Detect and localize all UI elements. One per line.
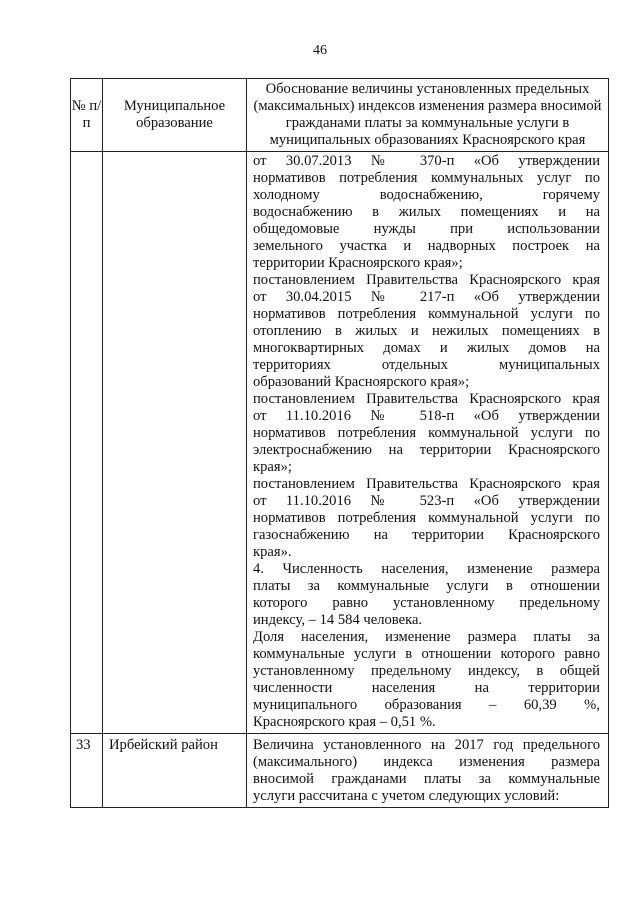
text-line: территории Красноярского края»; [253, 255, 463, 271]
text-line: Красноярского края – 0,51 %. [253, 714, 436, 730]
table-row [71, 734, 609, 808]
page-number: 46 [313, 43, 327, 58]
text-line: нормативов потребления коммунальной услуги по [253, 306, 600, 322]
text-line: постановлением Правительства Красноярского края [253, 272, 600, 288]
text-line: Величина установленного на 2017 год предельного [253, 737, 600, 753]
text-line: от 11.10.2016 № 523-п «Об утверждении [253, 493, 600, 509]
text-line: от 30.04.2015 № 217-п «Об утверждении [253, 289, 600, 305]
text-line: (максимального) индекса изменения размера [253, 754, 600, 770]
text-line: численности населения на территории [253, 680, 600, 696]
text-line: установленному предельному индексу, в общей [253, 663, 600, 679]
text-line: от 30.07.2013 № 370-п «Об утверждении [253, 153, 600, 169]
text-line: услуги рассчитана с учетом следующих условий: [253, 788, 560, 804]
text-line: отоплению в жилых и нежилых помещениях в [253, 323, 600, 339]
text-line: многоквартирных домах и жилых домов на [253, 340, 600, 356]
text-line: нормативов потребления коммунальной услуги по [253, 510, 600, 526]
text-line: водоснабжению в жилых помещениях и на [253, 204, 600, 220]
text-line: холодному водоснабжению, горячему [253, 187, 600, 203]
text-line: нормативов потребления коммунальных услуг по [253, 170, 600, 186]
row-number: 33 [71, 734, 103, 808]
text-line: от 11.10.2016 № 518-п «Об утверждении [253, 408, 600, 424]
text-line: коммунальные услуги в отношении которого равно [253, 646, 600, 662]
text-line: вносимой гражданами платы за коммунальные [253, 771, 600, 787]
tariff-justification-table [70, 78, 609, 808]
table-row [71, 152, 609, 734]
text-line: края»; [253, 459, 292, 475]
header-number: № п/п [71, 79, 103, 152]
text-line: электроснабжению на территории Красноярского [253, 442, 600, 458]
text-line: нормативов потребления коммунальной услуги по [253, 425, 600, 441]
header-municipality: Муниципальное образование [103, 79, 247, 152]
header-justification: Обоснование величины установленных предельных (максимальных) индексов изменения размера вносимой гражданами платы за коммунальные услуги в муниципальных образованиях Красноярского края [247, 79, 609, 152]
text-line: образований Красноярского края»; [253, 374, 470, 390]
table-header-row [71, 79, 609, 152]
text-line: 4. Численность населения, изменение размера [253, 561, 600, 577]
row-justification [247, 734, 609, 808]
text-line: края». [253, 544, 292, 560]
row-municipality: Ирбейский район [103, 734, 247, 808]
text-line: платы за коммунальные услуги в отношении [253, 578, 600, 594]
text-line: общедомовые нужды при использовании [253, 221, 600, 237]
row-justification [247, 152, 609, 734]
text-line: Доля населения, изменение размера платы за [253, 629, 600, 645]
text-line: муниципального образования – 60,39 %, [253, 697, 600, 713]
text-line: которого равно установленному предельному [253, 595, 600, 611]
text-line: постановлением Правительства Красноярского края [253, 391, 600, 407]
row-municipality [103, 152, 247, 734]
text-line: постановлением Правительства Красноярского края [253, 476, 600, 492]
text-line: индексу, – 14 584 человека. [253, 612, 423, 628]
text-line: газоснабжению на территории Красноярского [253, 527, 600, 543]
text-line: территориях отдельных муниципальных [253, 357, 600, 373]
text-line: земельного участка и надворных построек на [253, 238, 600, 254]
row-number [71, 152, 103, 734]
